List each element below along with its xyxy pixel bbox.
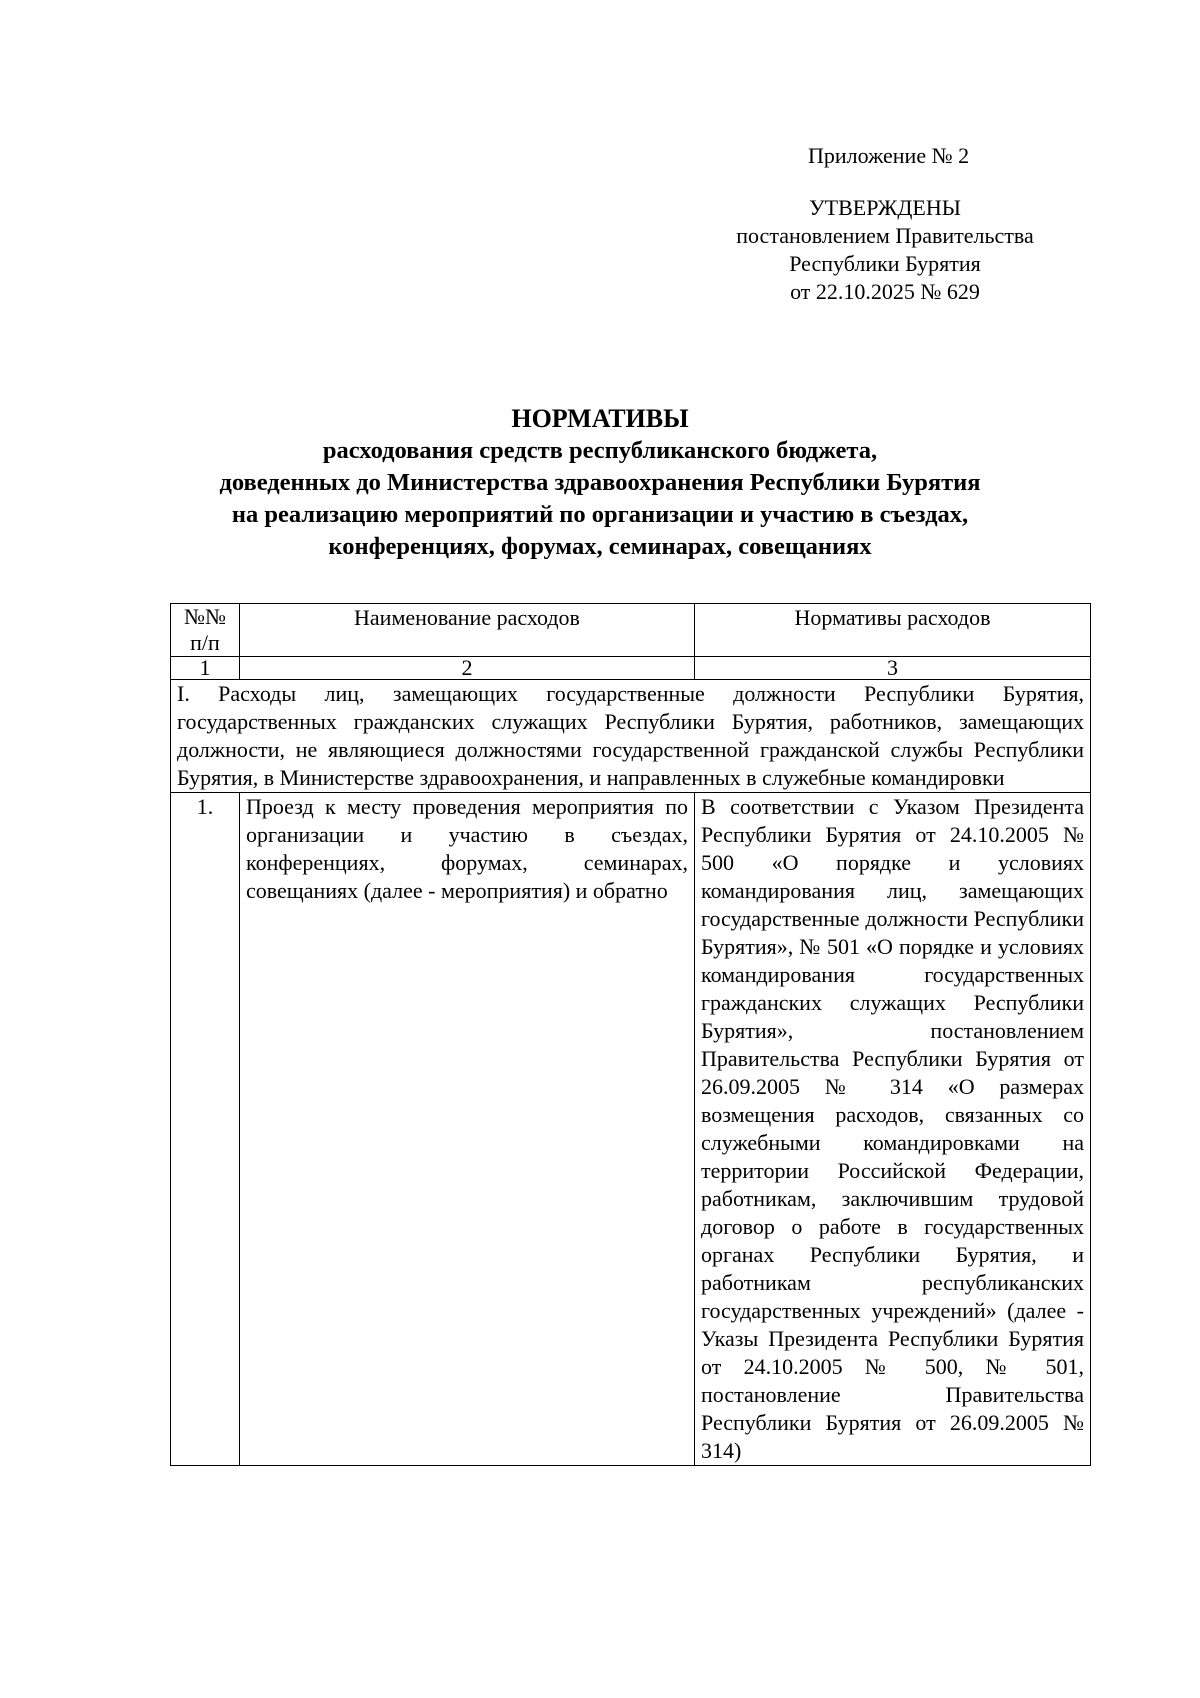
column-number: 2 — [240, 657, 695, 680]
row-expense-name: Проезд к месту проведения мероприятия по организации и участию в съездах, конференциях, форумах, семинарах, совещаниях (далее - мероприятия) и обратно — [240, 793, 695, 1466]
appendix-number: Приложение № 2 — [808, 143, 970, 168]
section-row — [171, 680, 1091, 793]
header-number-line-2: п/п — [190, 630, 220, 655]
section-heading: I. Расходы лиц, замещающих государственные должности Республики Бурятия, государственных гражданских служащих Республики Бурятия, работников, замещающих должности, не являющиеся должностями государственной гражданской службы Республики Бурятия, в Министерстве здравоохранения, и направленных в служебные командировки — [171, 680, 1091, 793]
document-title — [0, 403, 1200, 563]
norms-table — [170, 603, 1091, 1466]
header-name: Наименование расходов — [240, 604, 695, 657]
column-number: 3 — [695, 657, 1091, 680]
approval-stamp-text — [720, 194, 1050, 306]
row-number: 1. — [171, 793, 240, 1466]
header-number-line-1: №№ — [184, 604, 226, 629]
table-row — [171, 793, 1091, 1466]
approved-date: от 22.10.2025 № 629 — [790, 279, 980, 304]
column-number-row — [171, 657, 1091, 680]
title-main: НОРМАТИВЫ — [511, 404, 689, 433]
header-norms: Нормативы расходов — [695, 604, 1091, 657]
title-line-3: на реализацию мероприятий по организации и участию в съездах, — [231, 501, 969, 528]
table-header-row — [171, 604, 1091, 657]
header-number — [171, 604, 240, 657]
title-line-1: расходования средств республиканского бюджета, — [322, 437, 878, 464]
approved-label: УТВЕРЖДЕНЫ — [809, 195, 961, 220]
row-expense-norm: В соответствии с Указом Президента Республики Бурятия от 24.10.2005 № 500 «О порядке и условиях командирования лиц, замещающих государственные должности Республики Бурятия», № 501 «О порядке и условиях командирования государственных гражданских служащих Республики Бурятия», постановлением Правительства Республики Бурятия от 26.09.2005 № 314 «О размерах возмещения расходов, связанных со служебными командировками на территории Российской Федерации, работникам, заключившим трудовой договор о работе в государственных органах Республики Бурятия, и работникам республиканских государственных учреждений» (далее - Указы Президента Республики Бурятия от 24.10.2005 № 500, № 501, постановление Правительства Республики Бурятия от 26.09.2005 № 314) — [695, 793, 1091, 1466]
title-line-4: конференциях, форумах, семинарах, совещаниях — [328, 533, 872, 560]
title-line-2: доведенных до Министерства здравоохранения Республики Бурятия — [219, 469, 981, 496]
approved-by: постановлением Правительства — [736, 223, 1034, 248]
approved-republic: Республики Бурятия — [789, 251, 981, 276]
column-number: 1 — [171, 657, 240, 680]
